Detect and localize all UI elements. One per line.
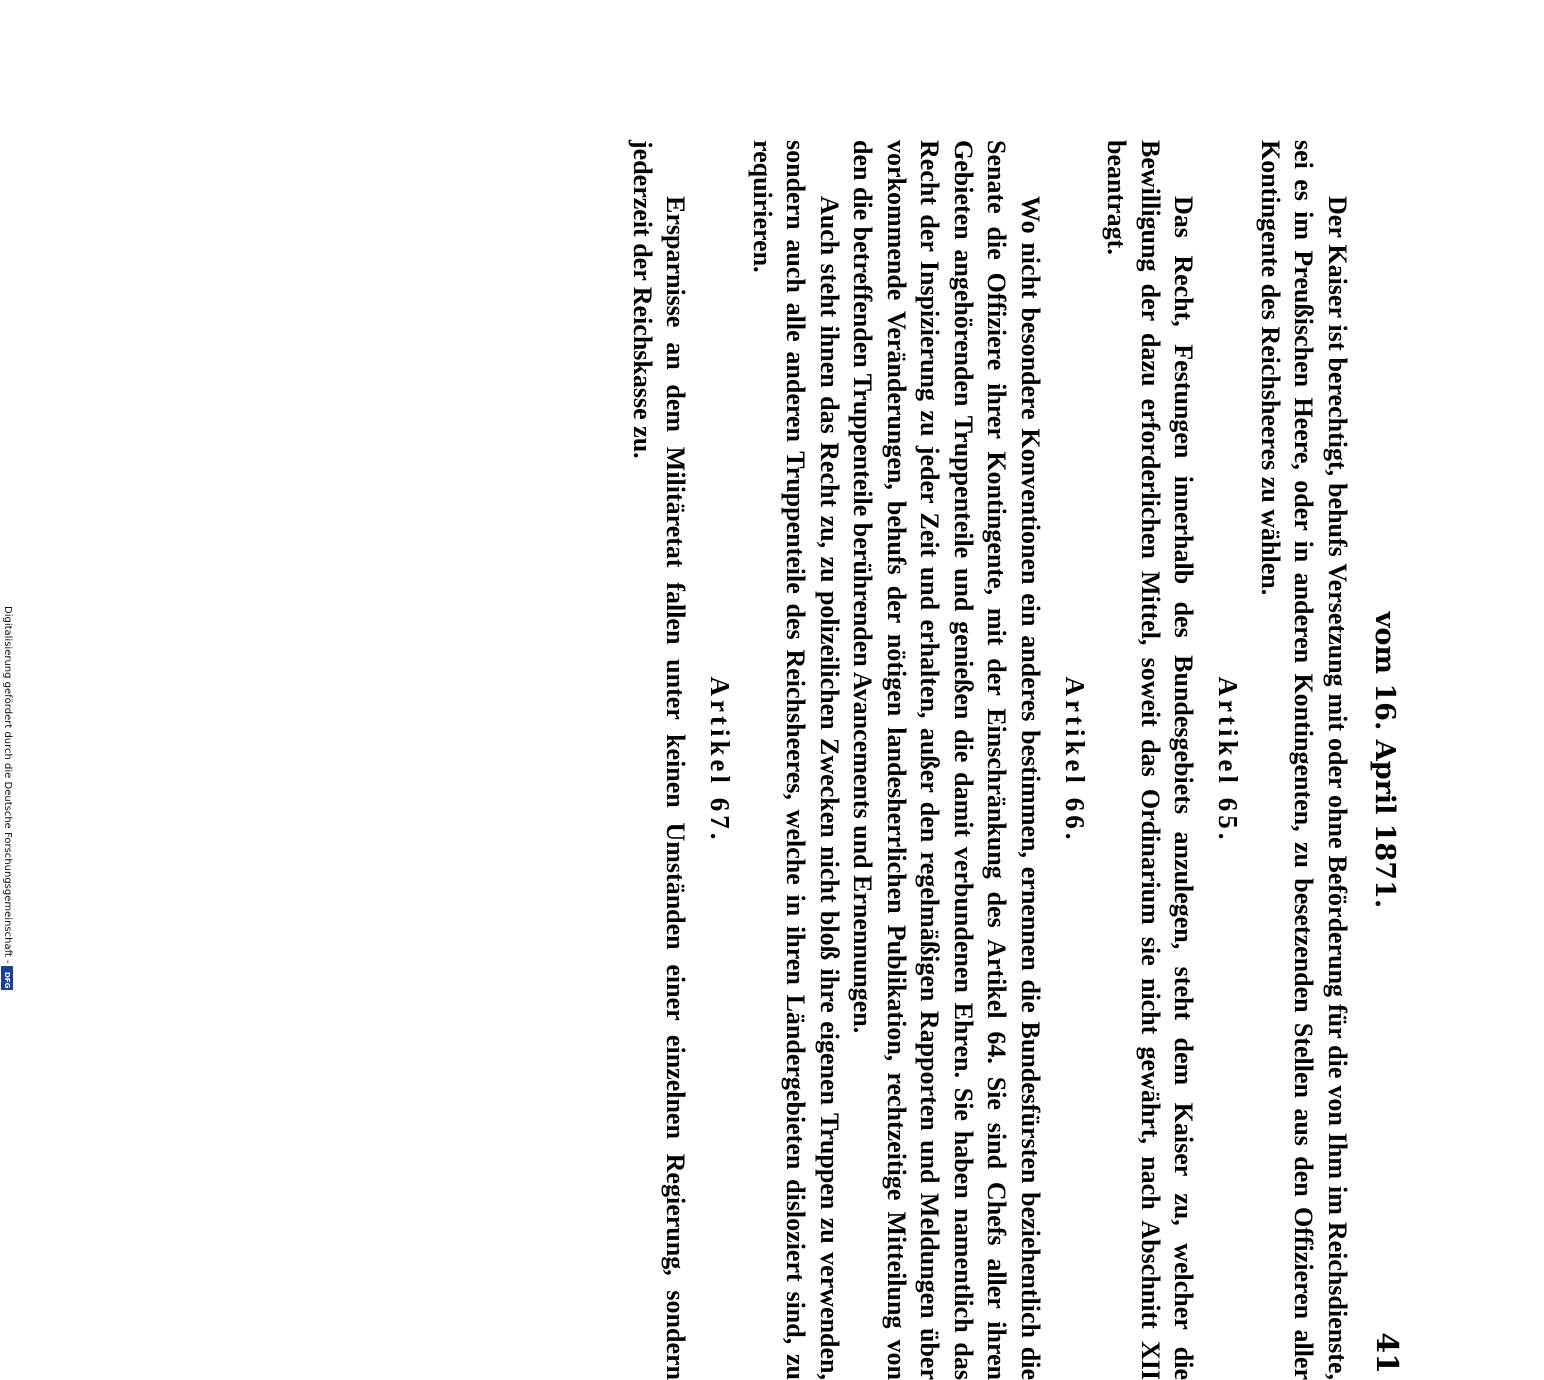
running-head: vom 16. April 1871. bbox=[1369, 611, 1400, 909]
page-number: 41 bbox=[1369, 1332, 1404, 1374]
paragraph: Der Kaiser ist berechtigt, behufs Versetzung mit oder ohne Beförderung für die von Ihm im Reichsdienste, sei es im Preußischen Heere, oder in anderen Kontingenten, zu besetzenden Stellen aus den Offizieren aller Kontingente des Reichsheeres zu wählen. bbox=[1256, 140, 1352, 1380]
dfg-logo bbox=[1, 966, 13, 990]
credit-text: Digitalisierung gefördert durch die Deutsche Forschungsgemeinschaft - bbox=[2, 606, 13, 964]
article-heading: Artikel 67. bbox=[705, 676, 736, 844]
digitization-credit bbox=[0, 606, 14, 989]
paragraph: Ersparnisse an dem Militäretat fallen unter keinen Umständen einer einzelnen Regierung, sondern jederzeit der Reichskasse zu. bbox=[628, 140, 691, 1380]
paragraph: Auch steht ihnen das Recht zu, zu polizeilichen Zwecken nicht bloß ihre eigenen Truppen zu verwenden, sondern auch alle anderen Truppenteile des Reichsheeres, welche in ihren Ländergebieten disloziert sind, zu requirieren. bbox=[748, 140, 844, 1380]
paragraph: Wo nicht besondere Konventionen ein anderes bestimmen, ernennen die Bundesfürsten beziehentlich die Senate die Offiziere ihrer Kontingente, mit der Einschränkung des Artikel 64. Sie sind Chefs aller ihren Gebieten angehörenden Truppenteile und genießen die damit verbundenen Ehren. Sie haben namentlich das Recht der Inspizierung zu jeder Zeit und erhalten, außer den regelmäßigen Rapporten und Meldungen über vorkommende Veränderungen, behufs der nötigen landesherrlichen Publikation, rechtzeitige Mitteilung von den die betreffenden Truppenteile berührenden Avancements und Ernennungen. bbox=[848, 140, 1045, 1380]
article-heading: Artikel 66. bbox=[1060, 676, 1090, 844]
dfg-logo-text: DFG bbox=[3, 972, 11, 989]
page-header bbox=[1354, 140, 1410, 1380]
article-heading: Artikel 65. bbox=[1213, 676, 1244, 844]
page-content bbox=[160, 140, 1410, 1380]
paragraph: Das Recht, Festungen innerhalb des Bundesgebiets anzulegen, steht dem Kaiser zu, welcher die Bewilligung der dazu erforderlichen Mittel, soweit das Ordinarium sie nicht gewährt, nach Abschnitt XII beantragt. bbox=[1102, 140, 1199, 1380]
